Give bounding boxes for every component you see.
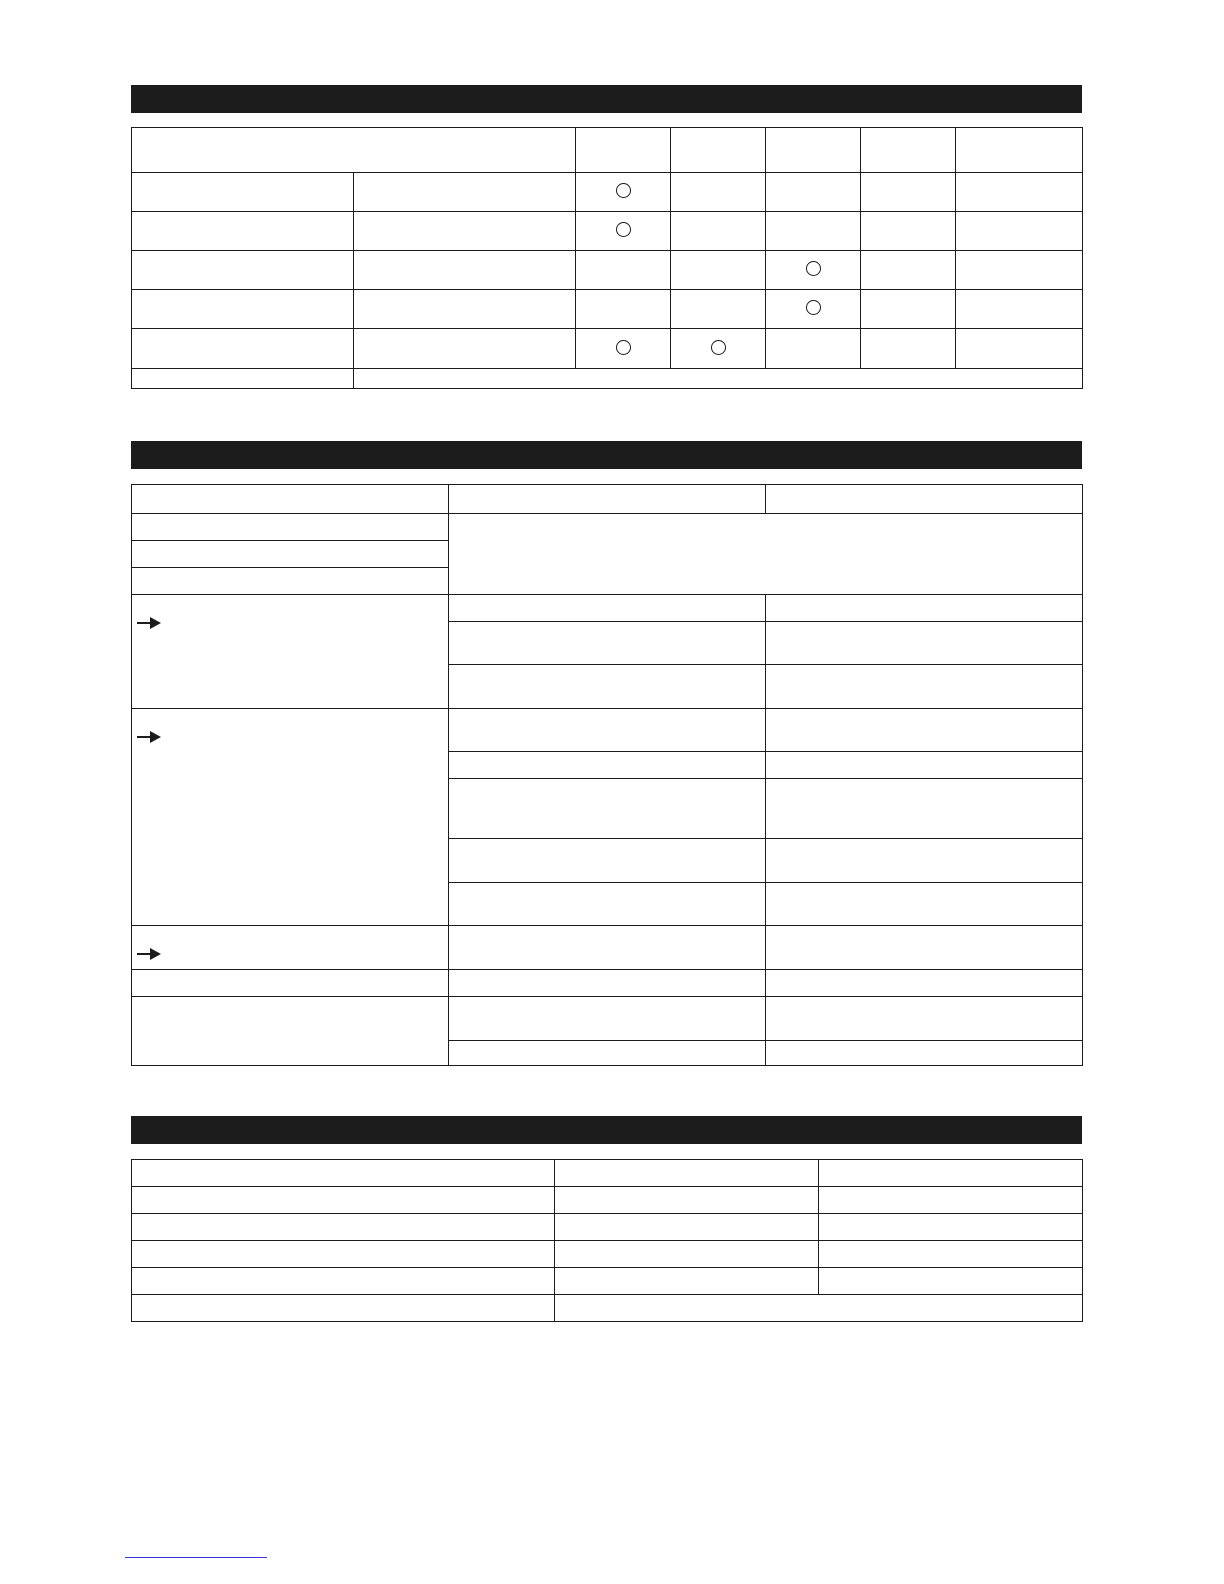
row-label	[132, 173, 354, 212]
circle-mark-icon	[616, 222, 631, 237]
mark-cell	[671, 173, 766, 212]
merged-value-cell	[449, 514, 1083, 595]
table-row	[132, 926, 1083, 970]
section-3-header-bar	[131, 1116, 1082, 1144]
table-row	[132, 1295, 1083, 1322]
value-cell	[449, 779, 766, 839]
right-arrow-icon	[136, 616, 162, 630]
value-cell	[555, 1241, 819, 1268]
mark-cell	[576, 173, 671, 212]
table-header-row	[132, 128, 1083, 173]
row-label	[132, 369, 354, 389]
row-sub-label	[354, 173, 576, 212]
mark-cell	[576, 212, 671, 251]
header-cell	[132, 485, 449, 514]
table-row	[132, 173, 1083, 212]
mark-cell	[956, 329, 1083, 369]
value-cell	[766, 970, 1083, 997]
table-row	[132, 595, 1083, 622]
header-cell	[956, 128, 1083, 173]
note-cell	[354, 369, 1083, 389]
row-sub-label	[354, 290, 576, 329]
row-label	[132, 997, 449, 1066]
value-cell	[555, 1214, 819, 1241]
table-row	[132, 514, 1083, 541]
circle-mark-icon	[711, 340, 726, 355]
value-cell	[449, 709, 766, 752]
mark-cell	[956, 212, 1083, 251]
value-cell	[449, 970, 766, 997]
value-cell	[449, 665, 766, 709]
mark-cell	[861, 173, 956, 212]
value-cell	[766, 997, 1083, 1041]
compatibility-table	[131, 127, 1083, 389]
value-cell	[766, 883, 1083, 926]
row-label	[132, 251, 354, 290]
value-cell	[766, 665, 1083, 709]
mark-cell	[861, 329, 956, 369]
header-cell	[449, 485, 766, 514]
header-cell	[766, 485, 1083, 514]
right-arrow-icon	[136, 947, 162, 961]
value-cell	[449, 997, 766, 1041]
row-sub-label	[354, 212, 576, 251]
table-row	[132, 997, 1083, 1041]
table-row	[132, 1241, 1083, 1268]
value-cell	[449, 622, 766, 665]
mark-cell	[861, 290, 956, 329]
header-cell	[861, 128, 956, 173]
header-cell	[132, 1160, 555, 1187]
header-cell	[819, 1160, 1083, 1187]
value-cell	[555, 1268, 819, 1295]
section-1-header-bar	[131, 85, 1082, 113]
circle-mark-icon	[806, 261, 821, 276]
row-label	[132, 1241, 555, 1268]
mark-cell	[576, 251, 671, 290]
table-row	[132, 1268, 1083, 1295]
value-cell	[819, 1214, 1083, 1241]
section-2-header-bar	[131, 441, 1082, 469]
table-row	[132, 251, 1083, 290]
mark-cell	[671, 212, 766, 251]
row-label	[132, 1214, 555, 1241]
mark-cell	[861, 212, 956, 251]
value-cell	[766, 839, 1083, 883]
header-cell	[671, 128, 766, 173]
row-label	[132, 514, 449, 541]
table-footer-row	[132, 369, 1083, 389]
value-cell	[766, 1041, 1083, 1066]
group-label-cell	[132, 595, 449, 709]
header-cell	[766, 128, 861, 173]
value-cell	[449, 595, 766, 622]
value-cell	[449, 752, 766, 779]
mark-cell	[766, 329, 861, 369]
group-label-cell	[132, 926, 449, 970]
header-cell	[132, 128, 576, 173]
value-cell	[449, 883, 766, 926]
mark-cell	[956, 251, 1083, 290]
table-header-row	[132, 1160, 1083, 1187]
row-label	[132, 970, 449, 997]
row-sub-label	[354, 329, 576, 369]
value-cell	[819, 1268, 1083, 1295]
header-cell	[555, 1160, 819, 1187]
right-arrow-icon	[136, 730, 162, 744]
value-cell	[819, 1187, 1083, 1214]
mark-cell	[671, 329, 766, 369]
mark-cell	[766, 173, 861, 212]
value-cell	[766, 595, 1083, 622]
row-label	[132, 568, 449, 595]
table-row	[132, 970, 1083, 997]
row-label	[132, 212, 354, 251]
specification-table	[131, 484, 1083, 1066]
value-cell	[766, 926, 1083, 970]
row-label	[132, 541, 449, 568]
table-row	[132, 329, 1083, 369]
table-row	[132, 1187, 1083, 1214]
value-cell	[555, 1187, 819, 1214]
row-label	[132, 1268, 555, 1295]
mark-cell	[861, 251, 956, 290]
mark-cell	[671, 290, 766, 329]
group-label-cell	[132, 709, 449, 926]
row-sub-label	[354, 251, 576, 290]
circle-mark-icon	[616, 340, 631, 355]
value-cell	[449, 926, 766, 970]
mark-cell	[576, 329, 671, 369]
mark-cell	[766, 251, 861, 290]
value-cell	[449, 839, 766, 883]
circle-mark-icon	[616, 183, 631, 198]
mark-cell	[956, 290, 1083, 329]
value-cell	[766, 779, 1083, 839]
mark-cell	[766, 212, 861, 251]
value-cell	[449, 1041, 766, 1066]
table-row	[132, 290, 1083, 329]
value-cell	[766, 752, 1083, 779]
header-cell	[576, 128, 671, 173]
merged-value-cell	[555, 1295, 1083, 1322]
table-row	[132, 1214, 1083, 1241]
row-label	[132, 290, 354, 329]
summary-table	[131, 1159, 1083, 1322]
value-cell	[766, 709, 1083, 752]
row-label	[132, 1295, 555, 1322]
row-label	[132, 1187, 555, 1214]
circle-mark-icon	[806, 300, 821, 315]
mark-cell	[576, 290, 671, 329]
mark-cell	[671, 251, 766, 290]
row-label	[132, 329, 354, 369]
mark-cell	[956, 173, 1083, 212]
value-cell	[766, 622, 1083, 665]
mark-cell	[766, 290, 861, 329]
value-cell	[819, 1241, 1083, 1268]
table-header-row	[132, 485, 1083, 514]
table-row	[132, 212, 1083, 251]
table-row	[132, 709, 1083, 752]
footer-link-underline	[125, 1557, 267, 1558]
